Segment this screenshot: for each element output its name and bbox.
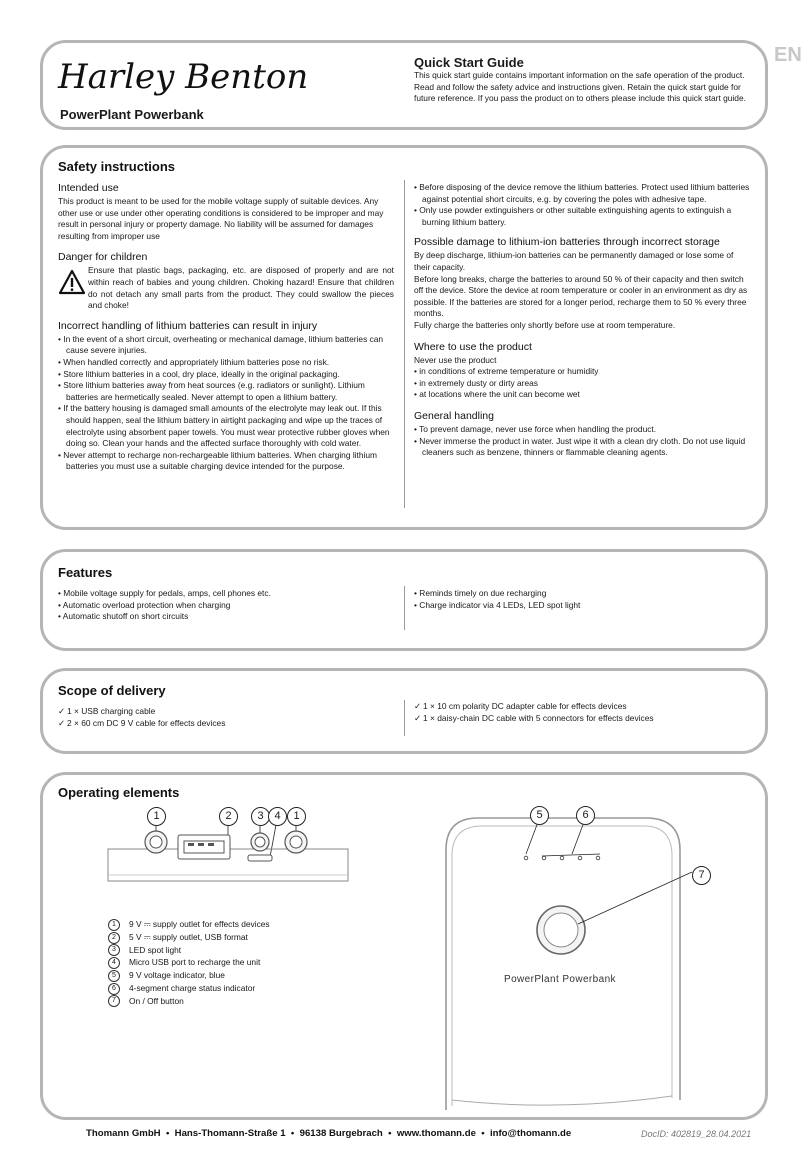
brand-logo [56, 46, 309, 102]
list-item: • Store lithium batteries in a cool, dry place, ideally in the original packaging. [58, 369, 394, 381]
list-item: • Reminds timely on due recharging [414, 588, 750, 600]
product-name: PowerPlant Powerbank [60, 107, 204, 122]
lithium-heading: Incorrect handling of lithium batteries can result in injury [58, 319, 318, 332]
children-text: Ensure that plastic bags, packaging, etc. are disposed of properly and are not within reach of babies and young children. Choking hazard! Ensure that children do not detach any small parts from the product. They could swallow the pieces and choke! [88, 265, 394, 311]
legend-row [108, 918, 368, 931]
legend-text: 5 V ⎓ supply outlet, USB format [129, 931, 248, 942]
delivery-title: Scope of delivery [58, 683, 166, 698]
legend-number: 5 [108, 970, 120, 982]
safety-left-column [58, 182, 394, 473]
storage-text-1: By deep discharge, lithium-ion batteries can be permanently damaged or lose some of their capacity. [414, 250, 734, 272]
intended-use-text: This product is meant to be used for the mobile voltage supply of suitable devices. Any other use or use under other operating conditions is considered to be improper and may result in personal injury or property damage. No liability will be assumed for damages resulting from improper use [58, 196, 384, 241]
legend-row [108, 956, 368, 969]
qsg-title: Quick Start Guide [414, 55, 524, 70]
footer-separator: • [288, 1128, 297, 1139]
list-item: • in conditions of extreme temperature or humidity [414, 366, 750, 378]
children-block [58, 265, 394, 311]
list-item: ✓ 1 × USB charging cable [58, 706, 394, 718]
list-item: • Never immerse the product in water. Just wipe it with a clean dry cloth. Do not use liquid cleaners such as benzene, thinners or flammable cleaning agents. [414, 436, 750, 459]
warning-icon [58, 265, 88, 311]
list-item: • To prevent damage, never use force when handling the product. [414, 424, 750, 436]
legend-number: 7 [108, 995, 120, 1007]
legend-text: 9 V ⎓ supply outlet for effects devices [129, 919, 270, 929]
where-list [414, 366, 750, 401]
footer-separator: • [163, 1128, 172, 1139]
delivery-right-list [414, 701, 750, 724]
legend-number: 1 [108, 919, 120, 931]
intended-use-heading: Intended use [58, 182, 119, 194]
list-item: • Only use powder extinguishers or other suitable extinguishing agents to extinguish a burning lithium battery. [414, 205, 750, 228]
list-item: ✓ 1 × daisy-chain DC cable with 5 connectors for effects devices [414, 713, 750, 725]
legend-text: Micro USB port to recharge the unit [129, 957, 261, 968]
delivery-left-list [58, 706, 394, 729]
operating-title: Operating elements [58, 785, 180, 800]
general-list [414, 424, 750, 459]
callout-dc-outlet-left: 1 [147, 807, 166, 826]
callout-dc-outlet-right: 1 [287, 807, 306, 826]
logo-text: Harley Benton [58, 57, 309, 97]
legend-number: 6 [108, 983, 120, 995]
storage-heading: Possible damage to lithium-ion batteries through incorrect storage [414, 236, 720, 249]
device-label: PowerPlant Powerbank [504, 974, 616, 985]
footer-separator: • [478, 1128, 488, 1139]
footer-separator: • [385, 1128, 395, 1139]
legend-text: LED spot light [129, 944, 182, 955]
list-item: • Before disposing of the device remove the lithium batteries. Protect used lithium batteries against potential short circuits, e.g. by covering the poles with adhesive tape. [414, 182, 750, 205]
delivery-divider [404, 700, 405, 736]
safety-title: Safety instructions [58, 159, 176, 174]
list-item: • If the battery housing is damaged small amounts of the electrolyte may leak out. If this should happen, seal the lithium battery in airtight packaging and wipe up the traces of electrolyte using absorbent paper towels. You must wear protective rubber gloves when doing so. Clean your hands and the affected surface thoroughly with cold water. [58, 403, 394, 449]
top-view-diagram [440, 800, 730, 1110]
operating-legend [108, 918, 368, 1007]
footer-city: 96138 Burgebrach [299, 1128, 383, 1139]
features-divider [404, 586, 405, 630]
legend-row [108, 995, 368, 1008]
features-right-list [414, 588, 750, 611]
lithium-list [58, 334, 394, 473]
callout-voltage-indicator: 5 [530, 806, 549, 825]
where-heading: Where to use the product [414, 340, 532, 353]
legend-text: 9 V voltage indicator, blue [129, 970, 225, 981]
where-intro: Never use the product [414, 354, 497, 365]
footer-web: www.thomann.de [396, 1128, 476, 1139]
safety-divider [404, 180, 405, 508]
legend-text: 4-segment charge status indicator [129, 982, 256, 993]
legend-row [108, 982, 368, 995]
callout-micro-usb: 4 [268, 807, 287, 826]
legend-row [108, 969, 368, 982]
qsg-body: This quick start guide contains important information on the safe operation of the product. Read and follow the safety advice and instructions given. Retain the quick start guide for future reference. If you pass the product on to others please include this quick start guide. [414, 70, 746, 104]
callout-usb-outlet: 2 [219, 807, 238, 826]
list-item: • in extremely dusty or dirty areas [414, 378, 750, 390]
dispose-list [414, 182, 750, 228]
list-item: • Automatic shutoff on short circuits [58, 611, 394, 623]
legend-number: 4 [108, 957, 120, 969]
list-item: • Charge indicator via 4 LEDs, LED spot light [414, 600, 750, 612]
list-item: • When handled correctly and appropriately lithium batteries pose no risk. [58, 357, 394, 369]
features-left-list [58, 588, 394, 623]
legend-row [108, 931, 368, 944]
callout-charge-indicator: 6 [576, 806, 595, 825]
legend-number: 2 [108, 932, 120, 944]
footer-docid: DocID: 402819_28.04.2021 [641, 1129, 752, 1139]
footer-email: info@thomann.de [489, 1128, 572, 1139]
list-item: • at locations where the unit can become wet [414, 389, 750, 401]
callout-led-spot: 3 [251, 807, 270, 826]
footer-street: Hans-Thomann-Straße 1 [174, 1128, 286, 1139]
list-item: • In the event of a short circuit, overheating or mechanical damage, lithium batteries can cause severe injuries. [58, 334, 394, 357]
general-heading: General handling [414, 409, 494, 422]
language-badge: EN [774, 44, 802, 66]
footer [86, 1128, 571, 1139]
legend-text: On / Off button [129, 995, 184, 1006]
callout-power-button: 7 [692, 866, 711, 885]
legend-number: 3 [108, 944, 120, 956]
list-item: ✓ 1 × 10 cm polarity DC adapter cable for effects devices [414, 701, 750, 713]
list-item: • Never attempt to recharge non-rechargeable lithium batteries. When charging lithium batteries you must use a suitable charging device intended for the purpose. [58, 450, 394, 473]
top-view-drawing [440, 800, 730, 1110]
list-item: ✓ 2 × 60 cm DC 9 V cable for effects devices [58, 718, 394, 730]
legend-row [108, 944, 368, 957]
children-heading: Danger for children [58, 251, 148, 264]
list-item: • Automatic overload protection when charging [58, 600, 394, 612]
storage-text-2: Before long breaks, charge the batteries to around 50 % of their capacity and then switch off the device. Store the device at room temperature or cooler in an environment as dry as possible. If the batteries are stored for a longer period, recharge them to 50 % every three months. [414, 273, 748, 319]
storage-text-3: Fully charge the batteries only shortly before use at room temperature. [414, 319, 676, 330]
list-item: • Mobile voltage supply for pedals, amps, cell phones etc. [58, 588, 394, 600]
list-item: • Store lithium batteries away from heat sources (e.g. radiators or sunlight). Lithium batteries are hermetically sealed. Never attempt to open a lithium battery. [58, 380, 394, 403]
safety-right-column [414, 182, 750, 459]
features-title: Features [58, 565, 113, 580]
footer-company: Thomann GmbH [86, 1128, 161, 1139]
